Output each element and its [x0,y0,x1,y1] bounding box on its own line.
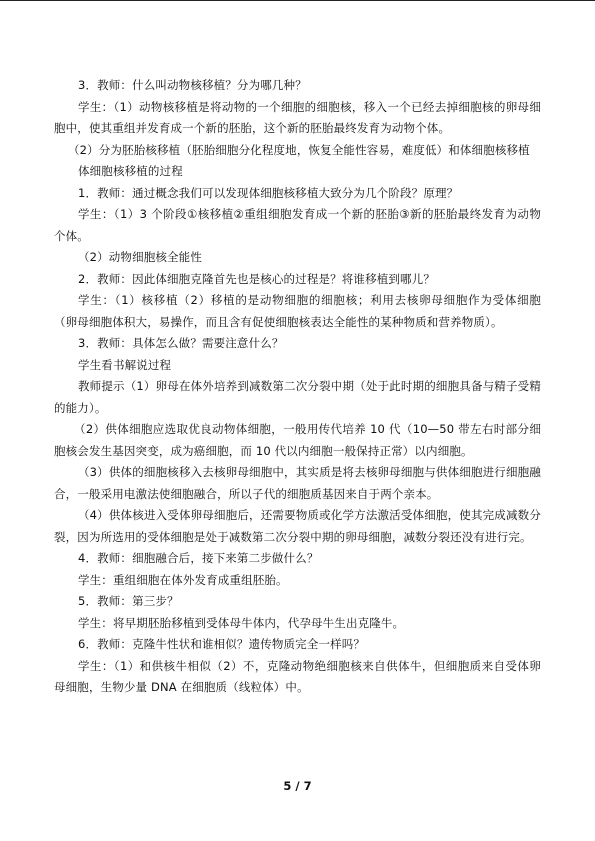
paragraph: 学生：（1）和供核牛相似（2）不，克隆动物绝细胞核来自供体牛，但细胞质来自受体卵母细胞，生物少量 DNA 在细胞质（线粒体）中。 [54,658,541,694]
paragraph: （2）供体细胞应选取优良动物体细胞，一般用传代培养 10 代（10—50 带左右时部分细胞核会发生基因突变，成为癌细胞，而 10 代以内细胞一般保持正常）以内细胞。 [54,422,541,458]
body-text [54,75,541,699]
header-rule [0,0,595,1]
paragraph: （4）供体核进入受体卵母细胞后，还需要物质或化学方法激活受体细胞，使其完成减数分裂，因为所选用的受体细胞是处于减数第二次分裂中期的卵母细胞，减数分裂还没有进行完。 [54,508,541,544]
paragraph: 6．教师：克隆牛性状和谁相似？遗传物质完全一样吗？ [78,637,366,651]
paragraph: （2）动物细胞核全能性 [78,250,202,264]
paragraph: （2）分为胚胎核移植（胚胎细胞分化程度地，恢复全能性容易，难度低）和体细胞核移植 [68,142,530,157]
paragraph: 学生看书解说过程 [78,357,172,372]
paragraph: （3）供体的细胞核移入去核卵母细胞中，其实质是将去核卵母细胞与供体细胞进行细胞融合，一般采用电激法使细胞融合，所以子代的细胞质基因来自于两个亲本。 [54,465,541,501]
paragraph: 学生：（1）3 个阶段①核移植②重组细胞发育成一个新的胚胎③新的胚胎最终发育为动物个体。 [54,207,541,243]
paragraph: 4．教师：细胞融合后，接下来第二步做什么？ [78,551,319,565]
paragraph: 学生：重组细胞在体外发育成重组胚胎。 [78,572,288,587]
paragraph: 5．教师：第三步？ [78,594,179,608]
section-heading: 体细胞核移植的过程 [78,164,183,178]
paragraph: 学生：将早期胚胎移植到受体母牛体内，代孕母牛生出克隆牛。 [78,615,405,630]
paragraph: 3．教师：什么叫动物核移植？分为哪几种？ [78,78,307,92]
paragraph: 1．教师：通过概念我们可以发现体细胞核移植大致分为几个阶段？原理？ [78,185,459,200]
paragraph: 2．教师：因此体细胞克隆首先也是核心的过程是？将谁移植到哪儿？ [78,271,435,286]
paragraph: 教师提示（1）卵母在体外培养到减数第二次分裂中期（处于此时期的细胞具备与精子受精的能力）。 [54,379,541,415]
paragraph: 3．教师：具体怎么做？需要注意什么？ [78,336,284,350]
paragraph: 学生：（1）核移植（2）移植的是动物细胞的细胞核；利用去核卵母细胞作为受体细胞（卵母细胞体积大，易操作，而且含有促使细胞核表达全能性的某种物质和营养物质）。 [54,293,541,329]
page-number: 5 / 7 [283,779,312,793]
paragraph: 学生：（1）动物核移植是将动物的一个细胞的细胞核，移入一个已经去掉细胞核的卵母细胞中，使其重组并发育成一个新的胚胎，这个新的胚胎最终发育为动物个体。 [54,99,541,135]
